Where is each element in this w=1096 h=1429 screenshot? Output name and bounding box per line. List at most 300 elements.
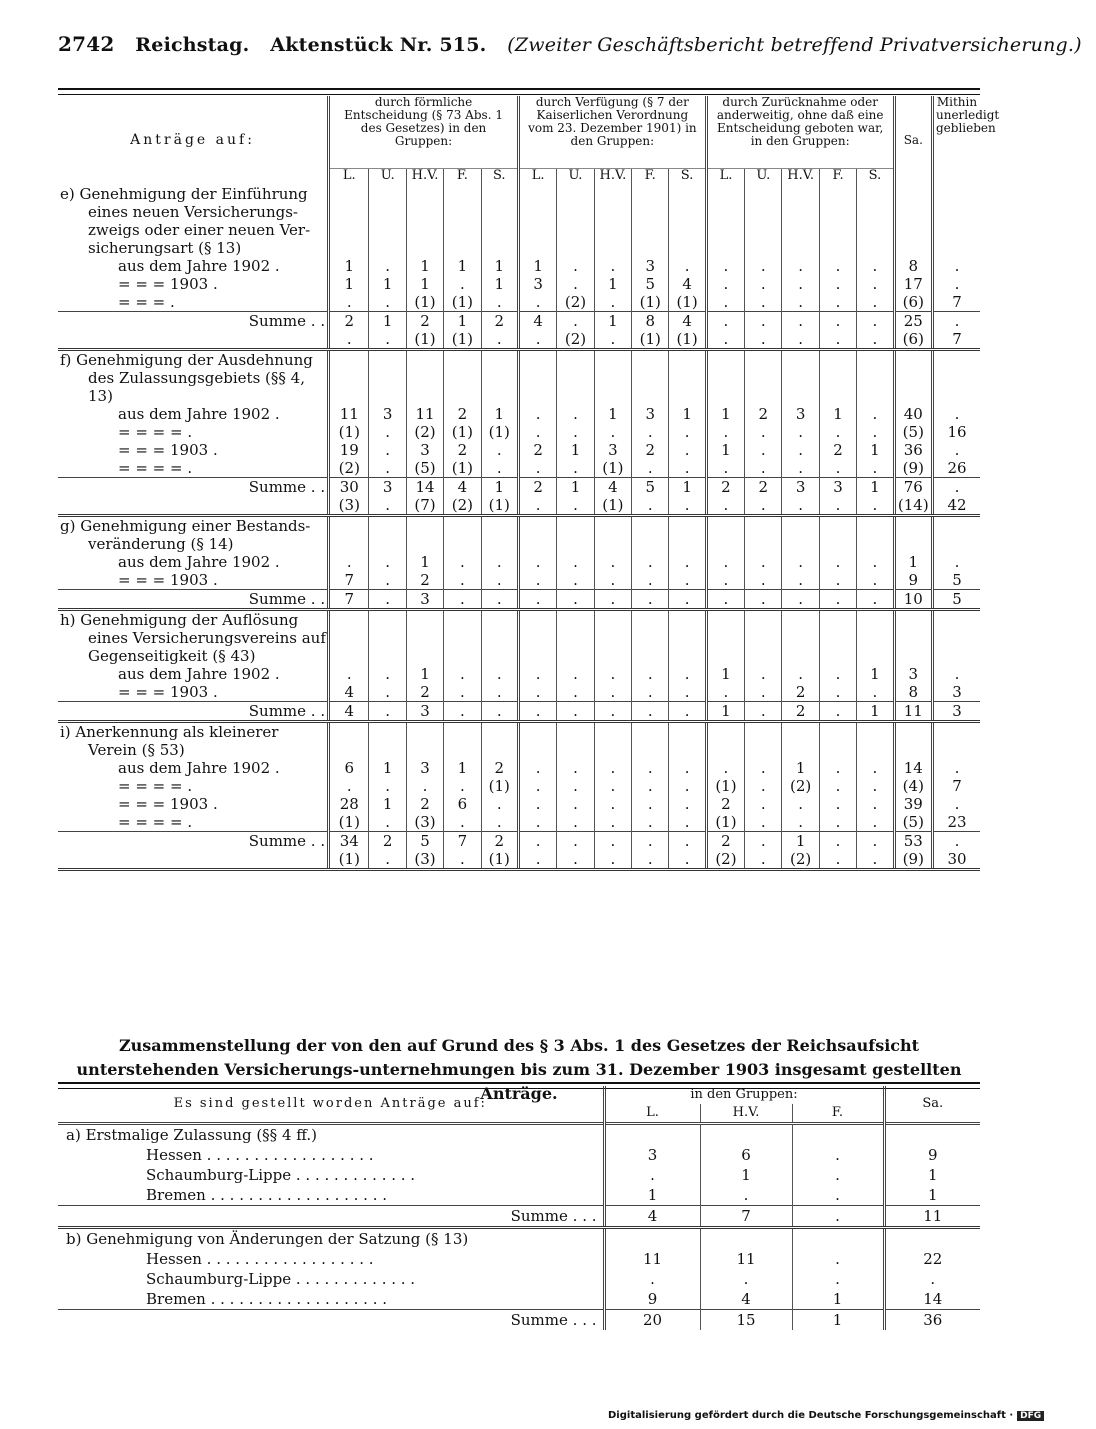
cell <box>406 629 443 647</box>
cell: 2 <box>406 312 443 331</box>
row-label: aus dem Jahre 1902 . <box>118 553 280 571</box>
cell <box>706 350 744 370</box>
cell: . <box>369 293 406 312</box>
sub-col-head: U. <box>369 169 406 186</box>
cell <box>745 741 782 759</box>
cell <box>518 221 556 239</box>
cell: . <box>706 312 744 331</box>
cell: . <box>632 832 669 851</box>
cell: 1 <box>594 312 631 331</box>
cell <box>706 221 744 239</box>
cell <box>782 387 819 405</box>
cell: 1 <box>481 405 518 423</box>
cell: . <box>594 759 631 777</box>
cell <box>557 387 594 405</box>
cell: . <box>745 312 782 331</box>
cell: . <box>745 590 782 610</box>
cell <box>444 610 481 630</box>
cell <box>669 221 706 239</box>
table-row <box>58 516 980 536</box>
cell <box>632 369 669 387</box>
cell: 17 <box>894 275 932 293</box>
cell <box>632 516 669 536</box>
t2-cell <box>792 1124 884 1146</box>
cell: . <box>819 553 856 571</box>
cell <box>518 387 556 405</box>
cell <box>857 722 894 742</box>
cell <box>369 629 406 647</box>
cell: . <box>745 441 782 459</box>
cell <box>329 387 369 405</box>
cell: . <box>857 759 894 777</box>
cell: 2 <box>406 683 443 702</box>
cell <box>669 387 706 405</box>
cell: 1 <box>406 553 443 571</box>
cell: . <box>444 553 481 571</box>
cell: . <box>632 590 669 610</box>
cell: . <box>632 665 669 683</box>
cell <box>932 629 980 647</box>
t2-row <box>58 1310 980 1331</box>
cell: . <box>518 405 556 423</box>
cell <box>669 741 706 759</box>
t2-cell: 7 <box>700 1206 792 1228</box>
cell: 30 <box>329 478 369 497</box>
cell: . <box>669 777 706 795</box>
cell: 2 <box>706 832 744 851</box>
cell: . <box>745 571 782 590</box>
cell: . <box>669 665 706 683</box>
table-row <box>58 185 980 203</box>
table-row <box>58 535 980 553</box>
cell: . <box>444 571 481 590</box>
cell: . <box>857 293 894 312</box>
cell: (1) <box>669 330 706 350</box>
cell: 8 <box>894 683 932 702</box>
cell: 7 <box>329 590 369 610</box>
cell <box>594 239 631 257</box>
cell: . <box>557 257 594 275</box>
cell: . <box>932 478 980 497</box>
cell <box>481 741 518 759</box>
cell <box>932 722 980 742</box>
cell: . <box>706 459 744 478</box>
t2-row-label: Hessen . . . . . . . . . . . . . . . . . . <box>146 1250 374 1268</box>
sub-col-head: F. <box>632 169 669 186</box>
cell <box>329 239 369 257</box>
main-table <box>58 95 1000 871</box>
cell: 2 <box>632 441 669 459</box>
cell: . <box>745 330 782 350</box>
t2-cell: 11 <box>884 1206 980 1228</box>
cell <box>481 722 518 742</box>
cell: . <box>557 553 594 571</box>
sub-col-head: S. <box>857 169 894 186</box>
cell <box>632 610 669 630</box>
table-row <box>58 683 980 702</box>
cell: . <box>557 777 594 795</box>
table-row <box>58 203 980 221</box>
row-label <box>58 496 329 516</box>
cell: . <box>369 850 406 870</box>
cell <box>406 350 443 370</box>
cell <box>819 369 856 387</box>
cell: . <box>369 496 406 516</box>
cell <box>706 387 744 405</box>
cell: . <box>745 275 782 293</box>
cell: . <box>369 813 406 832</box>
cell: 2 <box>706 478 744 497</box>
cell: . <box>857 275 894 293</box>
cell: . <box>594 257 631 275</box>
cell: . <box>706 553 744 571</box>
cell: (1) <box>669 293 706 312</box>
footer <box>608 1410 1044 1421</box>
cell <box>481 239 518 257</box>
cell <box>932 369 980 387</box>
table-row <box>58 312 980 331</box>
cell <box>932 741 980 759</box>
page-number: 2742 <box>58 32 115 56</box>
cell <box>557 350 594 370</box>
cell: . <box>594 702 631 722</box>
cell <box>329 185 369 203</box>
cell <box>745 369 782 387</box>
cell: . <box>669 759 706 777</box>
cell: . <box>594 423 631 441</box>
row-label: = = = . <box>118 293 175 311</box>
table-row <box>58 571 980 590</box>
t2-cell: 36 <box>884 1310 980 1331</box>
cell: 23 <box>932 813 980 832</box>
sub-col-head: H.V. <box>406 169 443 186</box>
cell: . <box>745 293 782 312</box>
cell <box>406 741 443 759</box>
cell: . <box>594 850 631 870</box>
cell: . <box>782 441 819 459</box>
page-header <box>58 32 1082 56</box>
cell <box>819 741 856 759</box>
cell <box>369 221 406 239</box>
cell: . <box>369 553 406 571</box>
t2-cell: 14 <box>884 1289 980 1310</box>
cell: . <box>932 312 980 331</box>
t2-row-label: Hessen . . . . . . . . . . . . . . . . . . <box>146 1146 374 1164</box>
row-label: = = = 1903 . <box>118 441 218 459</box>
cell: 40 <box>894 405 932 423</box>
cell <box>557 610 594 630</box>
cell <box>518 369 556 387</box>
cell: . <box>932 795 980 813</box>
cell <box>594 185 631 203</box>
cell: 1 <box>481 275 518 293</box>
cell: . <box>594 293 631 312</box>
cell: 3 <box>406 441 443 459</box>
t2-cell: . <box>604 1269 700 1289</box>
cell: (2) <box>782 850 819 870</box>
cell <box>706 239 744 257</box>
t2-row-label: Bremen . . . . . . . . . . . . . . . . . . . <box>146 1290 388 1308</box>
cell: (1) <box>706 777 744 795</box>
cell: . <box>481 441 518 459</box>
table-row <box>58 832 980 851</box>
cell <box>518 722 556 742</box>
cell: . <box>819 759 856 777</box>
cell: 1 <box>406 275 443 293</box>
t2-cell: . <box>700 1269 792 1289</box>
cell: . <box>857 683 894 702</box>
cell: . <box>518 293 556 312</box>
table-row <box>58 350 980 370</box>
cell: 2 <box>369 832 406 851</box>
cell <box>329 722 369 742</box>
table-row <box>58 722 980 742</box>
cell <box>632 647 669 665</box>
cell <box>329 741 369 759</box>
cell <box>557 722 594 742</box>
cell: 2 <box>745 478 782 497</box>
cell <box>406 203 443 221</box>
cell: . <box>819 293 856 312</box>
cell: 11 <box>329 405 369 423</box>
cell: 1 <box>706 405 744 423</box>
t2-cell: . <box>792 1165 884 1185</box>
cell <box>369 741 406 759</box>
cell <box>782 516 819 536</box>
cell: . <box>632 777 669 795</box>
cell: 1 <box>369 795 406 813</box>
cell: . <box>669 683 706 702</box>
t2-cell <box>604 1228 700 1250</box>
t2-cell: 1 <box>884 1165 980 1185</box>
sub-col-head: F. <box>444 169 481 186</box>
sub-col-head: H.V. <box>594 169 631 186</box>
t2-row <box>58 1124 980 1146</box>
cell: . <box>819 275 856 293</box>
t2-cell: 1 <box>792 1310 884 1331</box>
cell <box>819 535 856 553</box>
cell: 19 <box>329 441 369 459</box>
cell: 1 <box>782 832 819 851</box>
cell: . <box>594 777 631 795</box>
cell: . <box>819 571 856 590</box>
cell <box>857 203 894 221</box>
col-head-mithin: Mithin unerledigt geblieben <box>932 96 980 185</box>
cell: (6) <box>894 293 932 312</box>
cell <box>481 387 518 405</box>
cell: 5 <box>632 275 669 293</box>
t2-row <box>58 1228 980 1250</box>
cell: . <box>369 590 406 610</box>
cell <box>632 535 669 553</box>
cell <box>406 535 443 553</box>
cell: . <box>669 832 706 851</box>
cell: 1 <box>669 478 706 497</box>
cell <box>406 610 443 630</box>
cell: 2 <box>745 405 782 423</box>
group-head-1: durch förmliche Entscheidung (§ 73 Abs. 1 des Gesetzes) in den Gruppen: <box>329 96 519 169</box>
cell: 1 <box>857 441 894 459</box>
cell: (2) <box>557 330 594 350</box>
cell <box>632 239 669 257</box>
cell <box>557 535 594 553</box>
cell: (5) <box>894 423 932 441</box>
col-head-sa: Sa. <box>894 96 932 185</box>
t2-row-label: a) Erstmalige Zulassung (§§ 4 ff.) <box>58 1124 604 1146</box>
cell: . <box>782 312 819 331</box>
cell <box>894 647 932 665</box>
row-label: Summe . . <box>58 312 329 331</box>
t2-row-label: Summe . . . <box>58 1206 604 1228</box>
t2-cell: 4 <box>700 1289 792 1310</box>
cell: . <box>369 423 406 441</box>
table-row <box>58 759 980 777</box>
cell <box>444 741 481 759</box>
cell: 3 <box>632 257 669 275</box>
cell: . <box>594 590 631 610</box>
cell: . <box>932 759 980 777</box>
cell <box>745 516 782 536</box>
cell <box>406 369 443 387</box>
cell: 1 <box>444 312 481 331</box>
cell <box>894 387 932 405</box>
cell: (2) <box>444 496 481 516</box>
cell: 1 <box>706 441 744 459</box>
table-row <box>58 777 980 795</box>
cell: . <box>481 813 518 832</box>
cell <box>745 185 782 203</box>
cell <box>932 535 980 553</box>
cell: . <box>782 423 819 441</box>
cell: 3 <box>932 702 980 722</box>
row-label: Gegenseitigkeit (§ 43) <box>88 647 256 665</box>
cell: 1 <box>444 759 481 777</box>
cell: 1 <box>518 257 556 275</box>
summary-caption: Zusammenstellung der von den auf Grund des § 3 Abs. 1 des Gesetzes der Reichsaufsicht unterstehenden Versicherungs-unternehmungen bis zum 31. Dezember 1903 insgesamt gestellten Anträge. <box>76 1036 962 1103</box>
cell: 4 <box>329 702 369 722</box>
cell: . <box>819 496 856 516</box>
cell <box>894 741 932 759</box>
cell: . <box>932 553 980 571</box>
cell: 10 <box>894 590 932 610</box>
cell <box>745 535 782 553</box>
cell <box>782 535 819 553</box>
cell <box>669 185 706 203</box>
cell <box>632 185 669 203</box>
cell <box>706 516 744 536</box>
cell <box>329 203 369 221</box>
sub-col-head: L. <box>706 169 744 186</box>
cell: . <box>857 405 894 423</box>
cell: 3 <box>594 441 631 459</box>
cell: . <box>857 850 894 870</box>
cell <box>669 722 706 742</box>
t2-cell: 1 <box>792 1289 884 1310</box>
row-label: = = = = . <box>118 777 193 795</box>
cell <box>594 369 631 387</box>
cell: (2) <box>782 777 819 795</box>
cell: . <box>369 702 406 722</box>
cell: 2 <box>782 683 819 702</box>
row-label: zweigs oder einer neuen Ver- <box>88 221 311 239</box>
cell <box>782 221 819 239</box>
cell: 42 <box>932 496 980 516</box>
cell: . <box>669 459 706 478</box>
cell <box>669 610 706 630</box>
cell: . <box>369 665 406 683</box>
cell: . <box>444 275 481 293</box>
cell <box>406 516 443 536</box>
cell: . <box>782 496 819 516</box>
cell: (1) <box>481 496 518 516</box>
cell: . <box>669 590 706 610</box>
t2-sub-col-head: F. <box>792 1104 884 1124</box>
cell <box>406 221 443 239</box>
cell: . <box>819 257 856 275</box>
t2-row <box>58 1269 980 1289</box>
cell <box>857 535 894 553</box>
table-row <box>58 459 980 478</box>
t2-row <box>58 1145 980 1165</box>
cell: . <box>819 777 856 795</box>
cell <box>894 185 932 203</box>
cell: . <box>369 777 406 795</box>
cell: . <box>857 777 894 795</box>
cell <box>369 722 406 742</box>
cell: . <box>819 832 856 851</box>
cell: 1 <box>706 702 744 722</box>
cell <box>745 387 782 405</box>
cell: . <box>669 423 706 441</box>
group-head-2: durch Verfügung (§ 7 der Kaiserlichen Verordnung vom 23. Dezember 1901) in den Gruppen: <box>518 96 706 169</box>
cell: . <box>557 405 594 423</box>
cell: 39 <box>894 795 932 813</box>
cell <box>782 369 819 387</box>
cell: 2 <box>481 832 518 851</box>
cell: 3 <box>518 275 556 293</box>
summary-table <box>58 1086 980 1330</box>
cell <box>444 629 481 647</box>
cell: . <box>819 330 856 350</box>
table-row <box>58 221 980 239</box>
cell: (2) <box>557 293 594 312</box>
cell <box>329 221 369 239</box>
cell <box>745 647 782 665</box>
cell: . <box>782 571 819 590</box>
cell: (1) <box>706 813 744 832</box>
cell <box>594 221 631 239</box>
table-row <box>58 850 980 870</box>
cell: 53 <box>894 832 932 851</box>
table-row <box>58 239 980 257</box>
cell <box>481 610 518 630</box>
cell: 1 <box>406 257 443 275</box>
cell: . <box>594 832 631 851</box>
cell: . <box>594 665 631 683</box>
cell <box>444 350 481 370</box>
cell: . <box>369 330 406 350</box>
t2-row <box>58 1289 980 1310</box>
t2-head-antraege: Es sind gestellt worden Anträge auf: <box>173 1096 487 1111</box>
table-row <box>58 478 980 497</box>
cell: . <box>782 293 819 312</box>
header-doc: Aktenstück Nr. 515. <box>270 34 487 56</box>
cell <box>819 221 856 239</box>
t2-cell <box>700 1228 792 1250</box>
cell <box>706 741 744 759</box>
t2-row-label: Bremen . . . . . . . . . . . . . . . . . . . <box>146 1186 388 1204</box>
cell: 2 <box>444 441 481 459</box>
